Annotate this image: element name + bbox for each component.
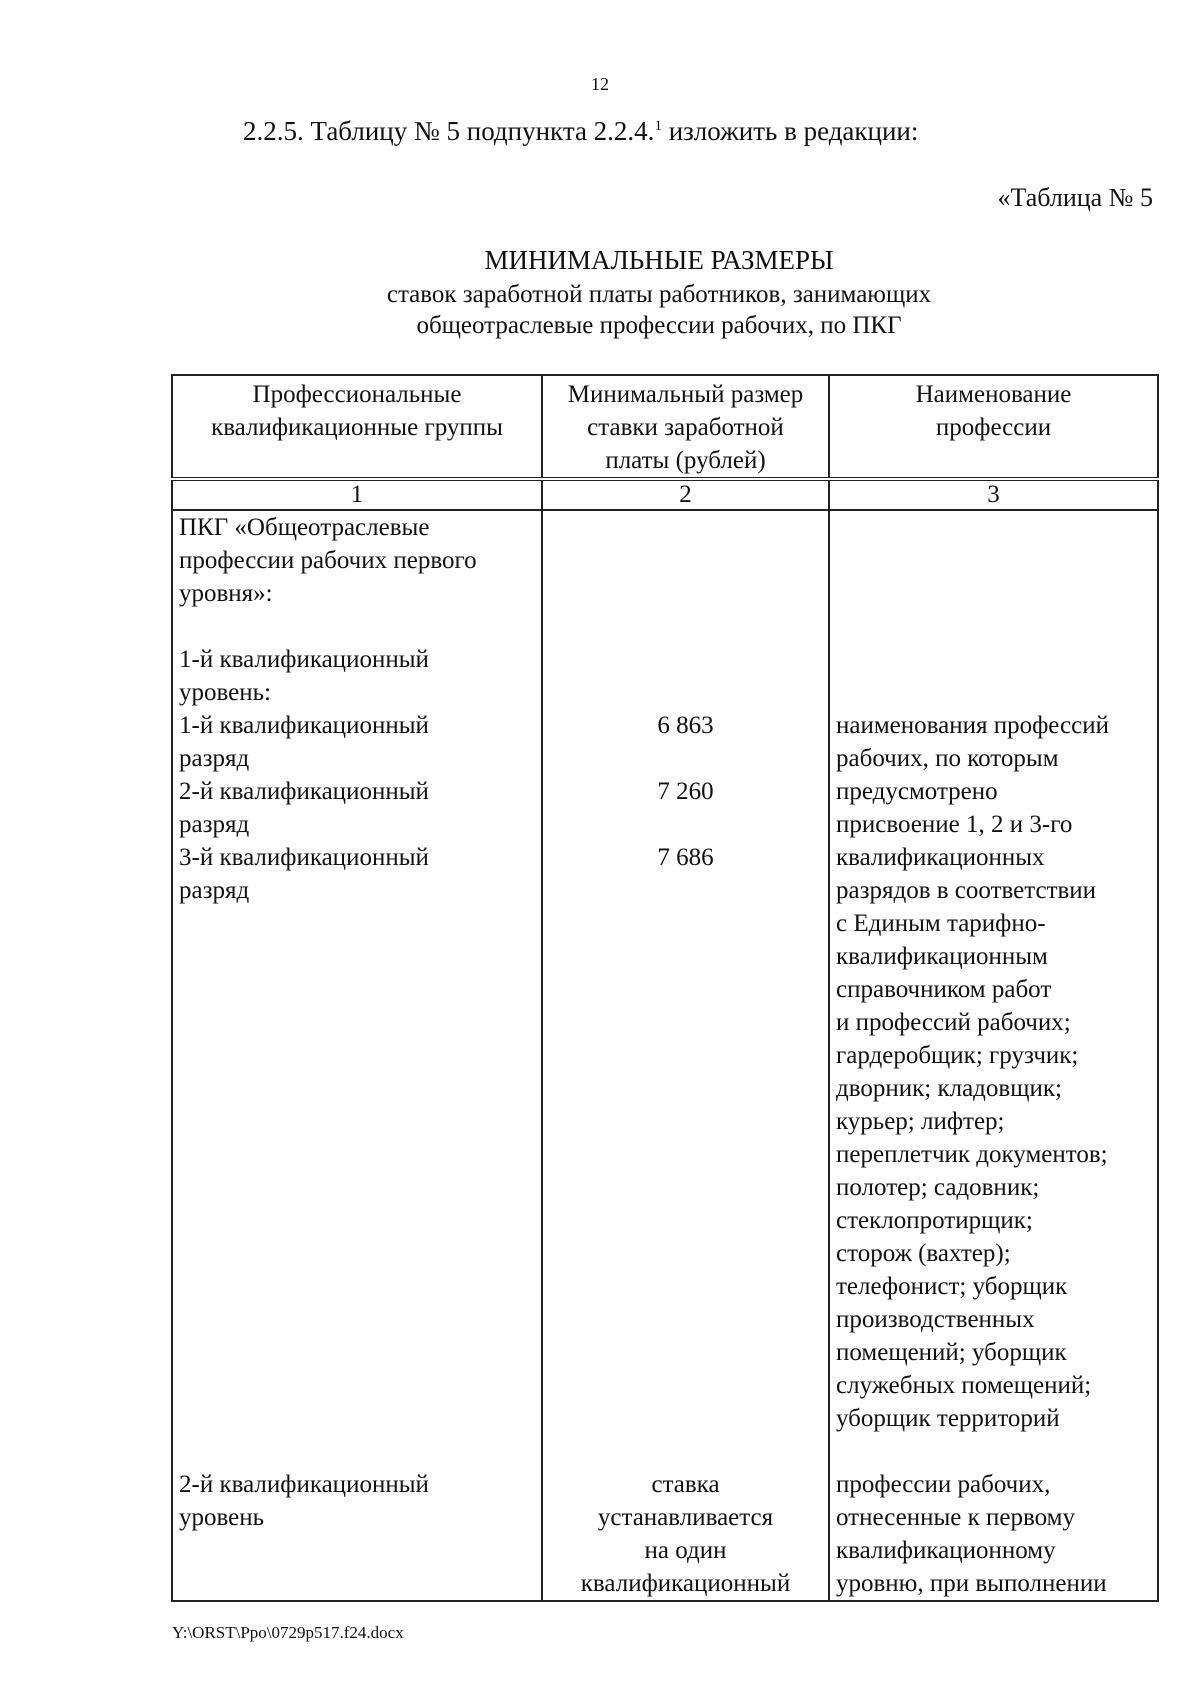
cell-line: Наименование — [915, 381, 1072, 408]
row1-professions — [829, 510, 1158, 1468]
cell-line: Профессиональные — [252, 381, 462, 408]
header-minimum-rate — [542, 375, 829, 479]
cell-line — [836, 676, 1151, 709]
column-number-1: 1 — [172, 479, 542, 510]
cell-line — [836, 577, 1151, 610]
rates-table-container — [171, 374, 1159, 1602]
table-row — [172, 1468, 1158, 1601]
cell-line — [836, 511, 1151, 544]
cell-line: отнесенные к первому — [836, 1504, 1075, 1531]
cell-line: уровень: — [179, 679, 271, 706]
cell-line — [836, 1435, 1151, 1468]
column-number-row — [172, 479, 1158, 510]
rates-table — [171, 374, 1159, 1602]
cell-line — [549, 676, 822, 709]
cell-line — [836, 643, 1151, 676]
cell-line: уборщик территорий — [836, 1405, 1060, 1432]
cell-line: присвоение 1, 2 и 3-го — [836, 811, 1073, 838]
cell-line: 2-й квалификационный — [179, 1471, 429, 1498]
cell-line: 7 260 — [657, 778, 714, 805]
cell-line: 1-й квалификационный — [179, 712, 429, 739]
cell-line — [549, 808, 822, 841]
table-header-row — [172, 375, 1158, 479]
row2-minimum-rate — [542, 1468, 829, 1601]
cell-line — [836, 610, 1151, 643]
row2-professions — [829, 1468, 1158, 1601]
cell-line: профессии рабочих первого — [179, 547, 477, 574]
cell-line: 2-й квалификационный — [179, 778, 429, 805]
cell-line: справочником работ — [836, 976, 1052, 1003]
cell-line — [549, 643, 822, 676]
intro-tail: изложить в редакции: — [661, 116, 919, 146]
cell-line — [549, 610, 822, 643]
cell-line: наименования профессий — [836, 712, 1109, 739]
cell-line: ставка — [651, 1471, 720, 1498]
cell-line: курьер; лифтер; — [836, 1108, 1005, 1135]
page-number: 12 — [591, 74, 609, 94]
cell-line: ставки заработной — [587, 414, 784, 441]
table-heading: МИНИМАЛЬНЫЕ РАЗМЕРЫ — [484, 245, 834, 275]
cell-line: разряд — [179, 877, 250, 904]
cell-line: разрядов в соответствии — [836, 877, 1097, 904]
file-path-footer: Y:\ORST\Ppo\0729p517.f24.docx — [172, 1623, 404, 1642]
cell-line: дворник; кладовщик; — [836, 1075, 1062, 1102]
column-number-2: 2 — [542, 479, 829, 510]
cell-line: уровень — [179, 1504, 265, 1531]
cell-line — [549, 742, 822, 775]
cell-line: переплетчик документов; — [836, 1141, 1108, 1168]
table-row — [172, 510, 1158, 1468]
cell-line: служебных помещений; — [836, 1372, 1092, 1399]
cell-line: квалификационные группы — [211, 414, 503, 441]
table-subheading-line-1: ставок заработной платы работников, занимающих — [386, 281, 932, 308]
cell-line: 1-й квалификационный — [179, 646, 429, 673]
cell-line: стеклопротирщик; — [836, 1207, 1033, 1234]
cell-line: рабочих, по которым — [836, 745, 1059, 772]
intro-text: 2.2.5. Таблицу № 5 подпункта 2.2.4. — [243, 116, 655, 146]
cell-line: разряд — [179, 745, 250, 772]
cell-line: с Единым тарифно- — [836, 910, 1046, 937]
cell-line: на один — [644, 1537, 727, 1564]
cell-line: телефонист; уборщик — [836, 1273, 1068, 1300]
footnote-marker: 1 — [654, 118, 662, 134]
cell-line: профессии — [935, 414, 1052, 441]
cell-line: уровню, при выполнении — [836, 1570, 1107, 1597]
table-caption: «Таблица № 5 — [997, 183, 1153, 212]
row1-minimum-rate — [542, 510, 829, 1468]
cell-line: предусмотрено — [836, 778, 998, 805]
cell-line: гардеробщик; грузчик; — [836, 1042, 1079, 1069]
cell-line: квалификационным — [836, 943, 1048, 970]
cell-line — [549, 577, 822, 610]
cell-line: 6 863 — [657, 712, 714, 739]
cell-line — [836, 544, 1151, 577]
cell-line: помещений; уборщик — [836, 1339, 1067, 1366]
cell-line: Минимальный размер — [567, 381, 804, 408]
cell-line — [549, 544, 822, 577]
cell-line: уровня»: — [179, 580, 273, 607]
cell-line: устанавливается — [597, 1504, 774, 1531]
header-profession-name — [829, 375, 1158, 479]
cell-line: квалификационному — [836, 1537, 1056, 1564]
cell-line: квалификационных — [836, 844, 1045, 871]
cell-line: полотер; садовник; — [836, 1174, 1040, 1201]
cell-line — [179, 610, 535, 643]
amendment-intro — [243, 116, 918, 147]
row2-qualification-group — [172, 1468, 542, 1601]
cell-line: сторож (вахтер); — [836, 1240, 1011, 1267]
cell-line: 3-й квалификационный — [179, 844, 429, 871]
cell-line: и профессий рабочих; — [836, 1009, 1071, 1036]
header-qualification-groups — [172, 375, 542, 479]
cell-line: 7 686 — [657, 844, 714, 871]
column-number-3: 3 — [829, 479, 1158, 510]
cell-line: платы (рублей) — [605, 447, 766, 474]
cell-line: разряд — [179, 811, 250, 838]
cell-line — [549, 511, 822, 544]
row1-qualification-group — [172, 510, 542, 1468]
cell-line: ПКГ «Общеотраслевые — [179, 514, 430, 541]
cell-line: производственных — [836, 1306, 1035, 1333]
cell-line: квалификационный — [580, 1570, 791, 1597]
table-subheading-line-2: общеотраслевые профессии рабочих, по ПКГ — [416, 312, 902, 339]
cell-line: профессии рабочих, — [836, 1471, 1051, 1498]
